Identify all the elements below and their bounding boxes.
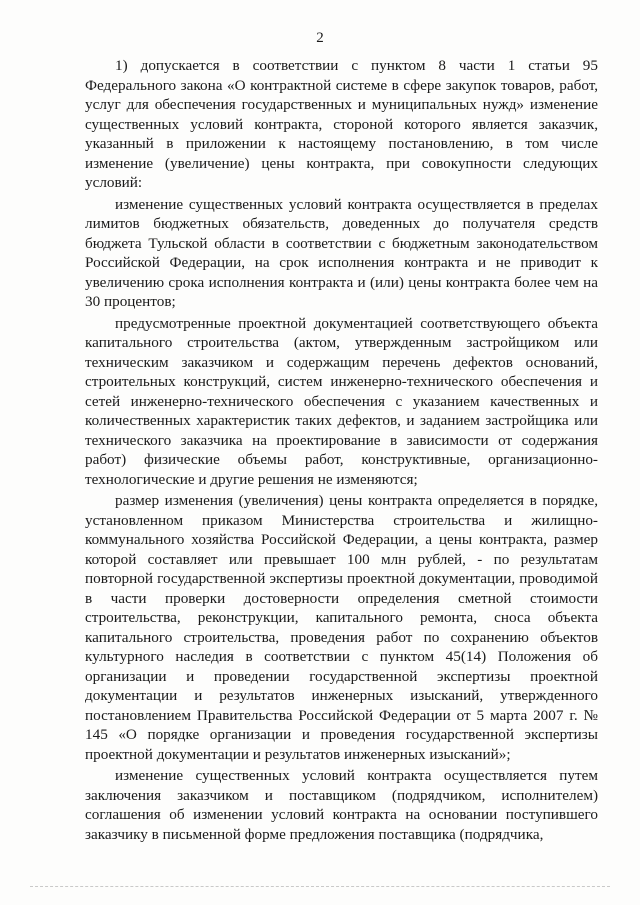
scan-edge-line <box>30 886 610 887</box>
paragraph-price-change: размер изменения (увеличения) цены контракта определяется в порядке, установленном приказом Министерства строительства и жилищно-коммунального хозяйства Российской Федерации, а цены контракта, размер которой составляет или превышает 100 млн рублей, - по результатам повторной государственной экспертизы проектной документации, проводимой в части проверки достоверности определения сметной стоимости строительства, реконструкции, капитального ремонта, сноса объекта капитального строительства, проведения работ по сохранению объектов культурного наследия в соответствии с пунктом 45(14) Положения об организации и проведении государственной экспертизы проектной документации и результатов инженерных изысканий, утвержденного постановлением Правительства Российской Федерации от 5 марта 2007 г. № 145 «О порядке организации и проведения государственной экспертизы проектной документации и результатов инженерных изысканий»; <box>85 492 598 763</box>
page-number: 2 <box>316 30 324 46</box>
document-body <box>85 56 598 844</box>
paragraph-project-documentation: предусмотренные проектной документацией соответствующего объекта капитального строительства (актом, утвержденным застройщиком или техническим заказчиком и содержащим перечень дефектов оснований, строительных конструкций, систем инженерно-технического обеспечения и сетей инженерно-технического обеспечения с указанием качественных и количественных характеристик таких дефектов, и заданием застройщика или технического заказчика на проектирование в зависимости от содержания работ) физические объемы работ, конструктивные, организационно-технологические и другие решения не изменяются; <box>85 314 598 488</box>
paragraph-clause-1: 1) допускается в соответствии с пунктом 8 части 1 статьи 95 Федерального закона «О контрактной системе в сфере закупок товаров, работ, услуг для обеспечения государственных и муниципальных нужд» изменение существенных условий контракта, стороной которого является заказчик, указанный в приложении к настоящему постановлению, в том числе изменение (увеличение) цены контракта, при совокупности следующих условий: <box>85 57 598 191</box>
paragraph-budget-limits: изменение существенных условий контракта осуществляется в пределах лимитов бюджетных обязательств, доведенных до получателя средств бюджета Тульской области в соответствии с бюджетным законодательством Российской Федерации, на срок исполнения контракта и не приводит к увеличению срока исполнения контракта и (или) цены контракта более чем на 30 процентов; <box>85 195 598 310</box>
paragraph-agreement: изменение существенных условий контракта осуществляется путем заключения заказчиком и поставщиком (подрядчиком, исполнителем) соглашения об изменении условий контракта на основании поступившего заказчику в письменной форме предложения поставщика (подрядчика, <box>85 767 598 843</box>
